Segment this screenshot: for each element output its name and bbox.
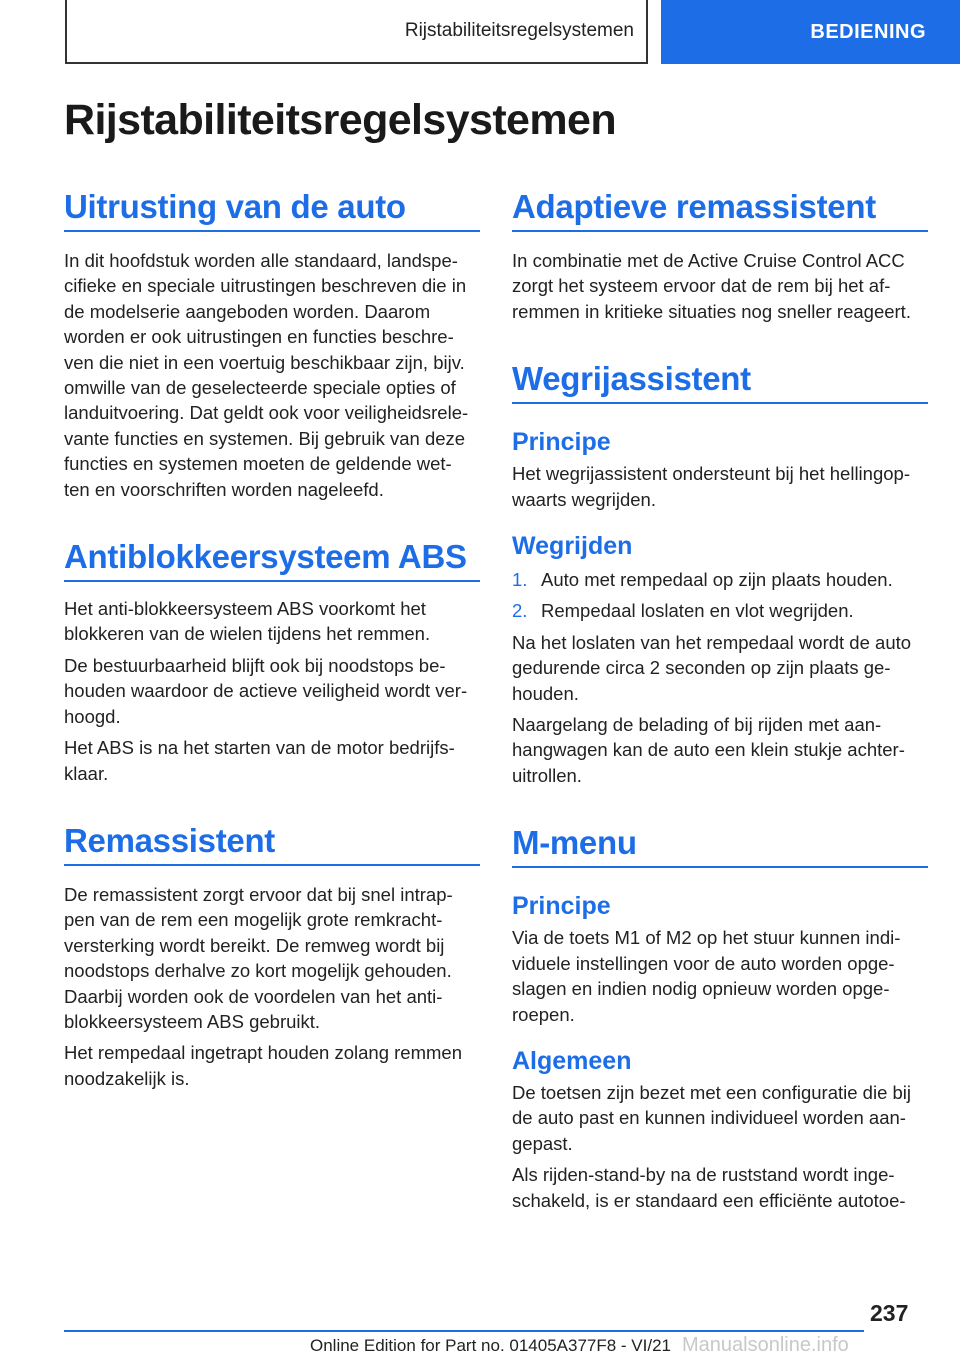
m-menu-general-text-2: Als rijden-stand-by na de ruststand wordt inge- schakeld, is er standaard een efficiënte autotoe- <box>512 1164 906 1211</box>
m-menu-general-heading: Algemeen <box>512 1046 632 1075</box>
drive-off-principle-heading: Principe <box>512 428 611 457</box>
equipment-paragraph: In dit hoofdstuk worden alle standaard, landspe- cifieke en speciale uitrustingen beschreven die in de modelserie aangeboden worden. Daarom worden er ook uitrustingen en functies beschre- ven die niet in een voertuig beschikbaar zijn, bijv. omwille van de geselecteerde speciale opties of landuitvoering. Dat geldt ook voor veiligheidsrele- vante functies en systemen. Bij gebruik van deze functies en systemen moeten de geldende wet- ten en voorschriften worden nageleefd. <box>64 250 469 500</box>
abs-heading: Antiblokkeersysteem ABS <box>64 538 480 582</box>
drive-off-paragraph-1: Na het loslaten van het rempedaal wordt de auto gedurende circa 2 seconden op zijn plaats ge- houden. <box>512 631 912 704</box>
left-column <box>64 188 480 1091</box>
adaptive-paragraph: In combinatie met de Active Cruise Control ACC zorgt het systeem ervoor dat de rem bij het af- remmen in kritieke situaties nog sneller reageert. <box>512 250 911 322</box>
abs-paragraph-2: De bestuurbaarheid blijft ook bij noodstops be- houden waardoor de actieve veiligheid wordt ver- hoogd. <box>64 654 468 727</box>
drive-off-principle-text: Het wegrijassistent ondersteunt bij het hellingop- waarts wegrijden. <box>512 463 910 510</box>
footer-edition-text: Online Edition for Part no. 01405A377F8 - VI/21 <box>310 1336 672 1355</box>
brake-assist-paragraph-2: Het rempedaal ingetrapt houden zolang remmen noodzakelijk is. <box>64 1042 462 1089</box>
brake-assist-heading: Remassistent <box>64 822 480 866</box>
page-title: Rijstabiliteitsregelsystemen <box>64 96 616 144</box>
right-column <box>512 188 928 1213</box>
adaptive-heading: Adaptieve remassistent <box>512 188 928 232</box>
drive-off-heading: Wegrijassistent <box>512 360 928 404</box>
footer-divider <box>64 1330 864 1332</box>
equipment-heading: Uitrusting van de auto <box>64 188 480 232</box>
page-number: 237 <box>870 1300 909 1326</box>
header-chapter-box <box>65 0 648 64</box>
list-item: 1. Auto met rempedaal op zijn plaats houden. <box>512 569 893 591</box>
header-chapter-title: Rijstabiliteitsregelsystemen <box>404 20 634 41</box>
list-item: 2. Rempedaal loslaten en vlot wegrijden. <box>512 600 854 622</box>
brake-assist-paragraph-1: De remassistent zorgt ervoor dat bij snel intrap- pen van de rem een mogelijk grote remkracht- versterking wordt bereikt. De remweg wordt bij noodstops derhalve zo kort mogelijk gehouden. Daarbij worden ook de voordelen van het anti- blokkeersysteem ABS gebruikt. <box>64 883 453 1032</box>
header-section-label: BEDIENING <box>810 20 926 43</box>
abs-paragraph-1: Het anti-blokkeersysteem ABS voorkomt het blokkeren van de wielen tijdens het remmen. <box>64 598 431 645</box>
drive-off-steps <box>512 567 928 624</box>
drive-off-paragraph-2: Naargelang de belading of bij rijden met aan- hangwagen kan de auto een klein stukje achter- uitrollen. <box>512 714 905 786</box>
m-menu-heading: M-menu <box>512 824 928 868</box>
watermark: Manualsonline.info <box>682 1334 849 1356</box>
m-menu-principle-text: Via de toets M1 of M2 op het stuur kunnen indi- viduele instellingen voor de auto worden opge- slagen en indien nodig opnieuw worden opge- roepen. <box>512 927 901 1025</box>
abs-paragraph-3: Het ABS is na het starten van de motor bedrijfs- klaar. <box>64 737 455 784</box>
header-section-tab[interactable] <box>661 0 960 64</box>
m-menu-general-text-1: De toetsen zijn bezet met een configuratie die bij de auto past en kunnen individueel worden aan- gepast. <box>512 1081 912 1154</box>
m-menu-principle-heading: Principe <box>512 892 611 921</box>
drive-off-driving-heading: Wegrijden <box>512 532 633 561</box>
